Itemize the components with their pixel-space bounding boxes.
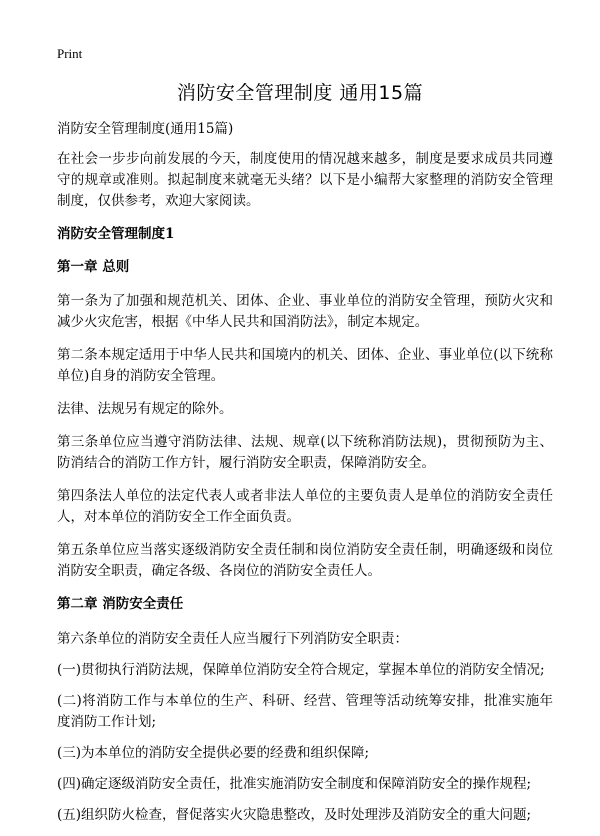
print-link[interactable]: Print (57, 46, 83, 61)
intro-paragraph: 在社会一步步向前发展的今天，制度使用的情况越来越多，制度是要求成员共同遵守的规章或准则。拟起制度来就毫无头绪？以下是小编帮大家整理的消防安全管理制度，仅供参考，欢迎大家阅读。 (57, 151, 553, 209)
article-5: 第五条单位应当落实逐级消防安全责任制和岗位消防安全责任制，明确逐级和岗位消防安全职责，确定各级、各岗位的消防安全责任人。 (57, 542, 553, 579)
article-2-note: 法律、法规另有规定的除外。 (57, 401, 233, 417)
article-6: 第六条单位的消防安全责任人应当履行下列消防安全职责： (57, 631, 408, 647)
chapter-1-heading: 第一章 总则 (57, 259, 130, 275)
document-body (57, 119, 553, 836)
article-4: 第四条法人单位的法定代表人或者非法人单位的主要负责人是单位的消防安全责任人，对本单位的消防安全工作全面负责。 (57, 488, 553, 525)
section-heading: 消防安全管理制度1 (57, 226, 175, 242)
duty-item-3: (三)为本单位的消防安全提供必要的经费和组织保障; (57, 745, 370, 761)
article-3: 第三条单位应当遵守消防法律、法规、规章(以下统称消防法规)，贯彻预防为主、防消结合的消防工作方针，履行消防安全职责，保障消防安全。 (57, 434, 553, 471)
page-title: 消防安全管理制度 通用15篇 (176, 82, 424, 104)
chapter-2-heading: 第二章 消防安全责任 (57, 596, 184, 612)
article-2: 第二条本规定适用于中华人民共和国境内的机关、团体、企业、事业单位(以下统称单位)自身的消防安全管理。 (57, 347, 553, 384)
duty-item-2: (二)将消防工作与本单位的生产、科研、经营、管理等活动统筹安排，批准实施年度消防工作计划; (57, 693, 553, 730)
document-subtitle: 消防安全管理制度(通用15篇) (57, 121, 234, 137)
duty-item-5: (五)组织防火检查，督促落实火灾隐患整改，及时处理涉及消防安全的重大问题; (57, 807, 532, 823)
duty-item-4: (四)确定逐级消防安全责任，批准实施消防安全制度和保障消防安全的操作规程; (57, 776, 532, 792)
article-1: 第一条为了加强和规范机关、团体、企业、事业单位的消防安全管理，预防火灾和减少火灾危害，根据《中华人民共和国消防法》，制定本规定。 (57, 293, 553, 330)
duty-item-1: (一)贯彻执行消防法规，保障单位消防安全符合规定，掌握本单位的消防安全情况; (57, 662, 545, 678)
